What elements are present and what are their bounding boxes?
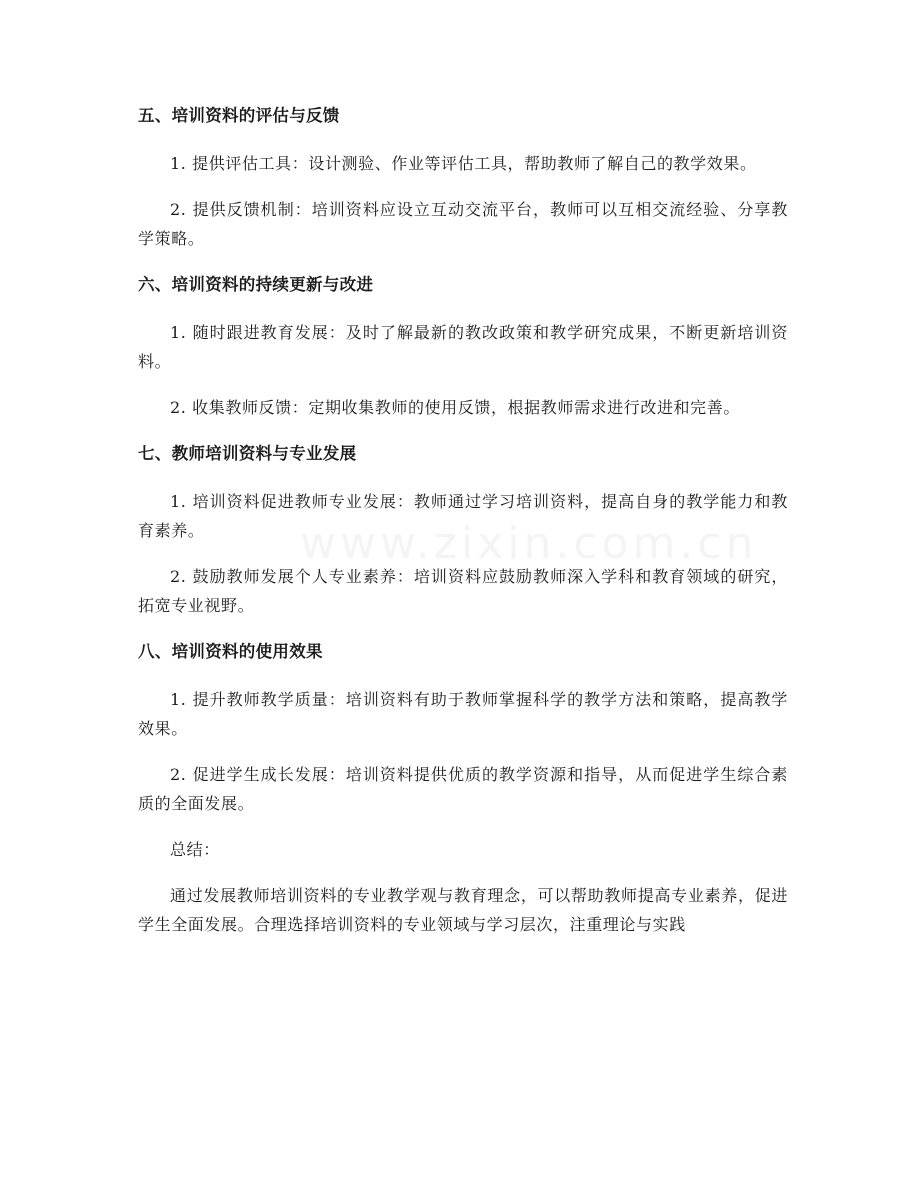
watermark: www.zixin.com.cn xyxy=(300,518,758,569)
section-8-paragraph-2: 2. 促进学生成长发展：培训资料提供优质的教学资源和指导，从而促进学生综合素质的全面发展。 xyxy=(138,765,788,813)
section-8-paragraph-1: 1. 提升教师教学质量：培训资料有助于教师掌握科学的教学方法和策略，提高教学效果。 xyxy=(138,690,788,738)
section-5-paragraph-1: 1. 提供评估工具：设计测验、作业等评估工具，帮助教师了解自己的教学效果。 xyxy=(170,154,757,173)
section-7-paragraph-1: 1. 培训资料促进教师专业发展：教师通过学习培训资料，提高自身的教学能力和教育素养。 xyxy=(138,492,788,540)
section-heading-7: 七、教师培训资料与专业发展 xyxy=(138,444,357,463)
section-heading-5: 五、培训资料的评估与反馈 xyxy=(138,106,340,125)
section-7-paragraph-2: 2. 鼓励教师发展个人专业素养：培训资料应鼓励教师深入学科和教育领域的研究，拓宽专业视野。 xyxy=(138,567,788,615)
section-heading-8: 八、培训资料的使用效果 xyxy=(138,642,323,661)
section-5-paragraph-2: 2. 提供反馈机制：培训资料应设立互动交流平台，教师可以互相交流经验、分享教学策略。 xyxy=(138,200,788,248)
section-heading-6: 六、培训资料的持续更新与改进 xyxy=(138,275,374,294)
summary-paragraph: 通过发展教师培训资料的专业教学观与教育理念，可以帮助教师提高专业素养，促进学生全面发展。合理选择培训资料的专业领域与学习层次，注重理论与实践 xyxy=(138,886,788,934)
document-body xyxy=(138,103,788,939)
section-6-paragraph-1: 1. 随时跟进教育发展：及时了解最新的教改政策和教学研究成果，不断更新培训资料。 xyxy=(138,323,788,371)
section-6-paragraph-2: 2. 收集教师反馈：定期收集教师的使用反馈，根据教师需求进行改进和完善。 xyxy=(170,398,740,417)
summary-label: 总结： xyxy=(170,840,220,859)
